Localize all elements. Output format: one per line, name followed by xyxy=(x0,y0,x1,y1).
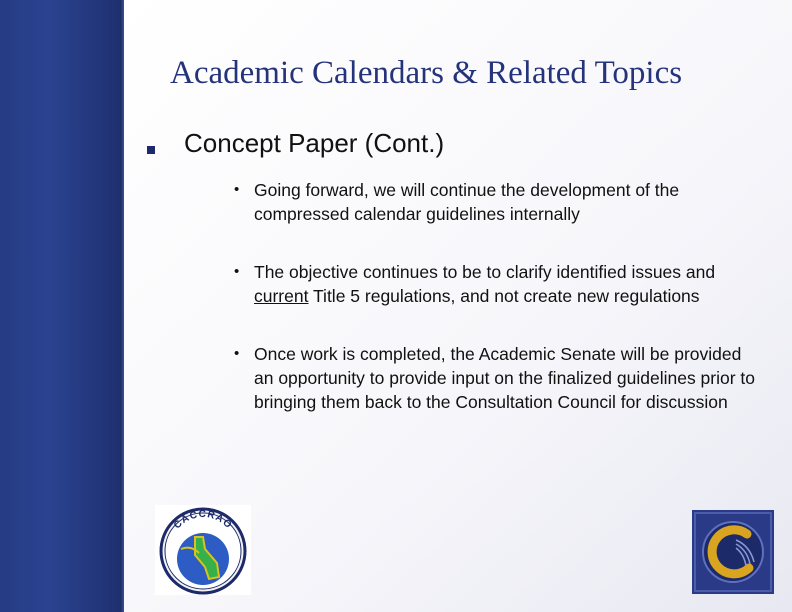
california-seal-logo xyxy=(155,505,251,595)
bullet-text-end: Title 5 regulations, and not create new regulations xyxy=(308,286,700,306)
bullet-text: Going forward, we will continue the development of the compressed calendar guidelines internally xyxy=(254,180,680,224)
underlined-word: current xyxy=(254,286,309,306)
seal-lettering: CACCRAO xyxy=(171,508,235,532)
square-bullet-icon xyxy=(147,146,155,154)
bullet-icon: • xyxy=(234,345,240,362)
bullet-icon: • xyxy=(234,181,240,198)
bullet-text: Once work is completed, the Academic Senate will be provided an opportunity to provide input on the finalized guidelines prior to bringing them back to the Consultation Council for discussion xyxy=(254,344,756,412)
sidebar-band xyxy=(0,0,124,612)
california-community-colleges-logo xyxy=(692,510,774,594)
list-item xyxy=(230,342,760,414)
slide-title: Academic Calendars & Related Topics xyxy=(170,55,683,91)
list-item xyxy=(230,260,760,308)
bullet-list xyxy=(230,178,760,414)
bullet-text-start: The objective continues to be to clarify identified issues and xyxy=(254,262,716,282)
list-item xyxy=(230,178,760,226)
bullet-text xyxy=(254,262,715,306)
section-heading: Concept Paper (Cont.) xyxy=(184,128,445,158)
bullet-icon: • xyxy=(234,263,240,280)
